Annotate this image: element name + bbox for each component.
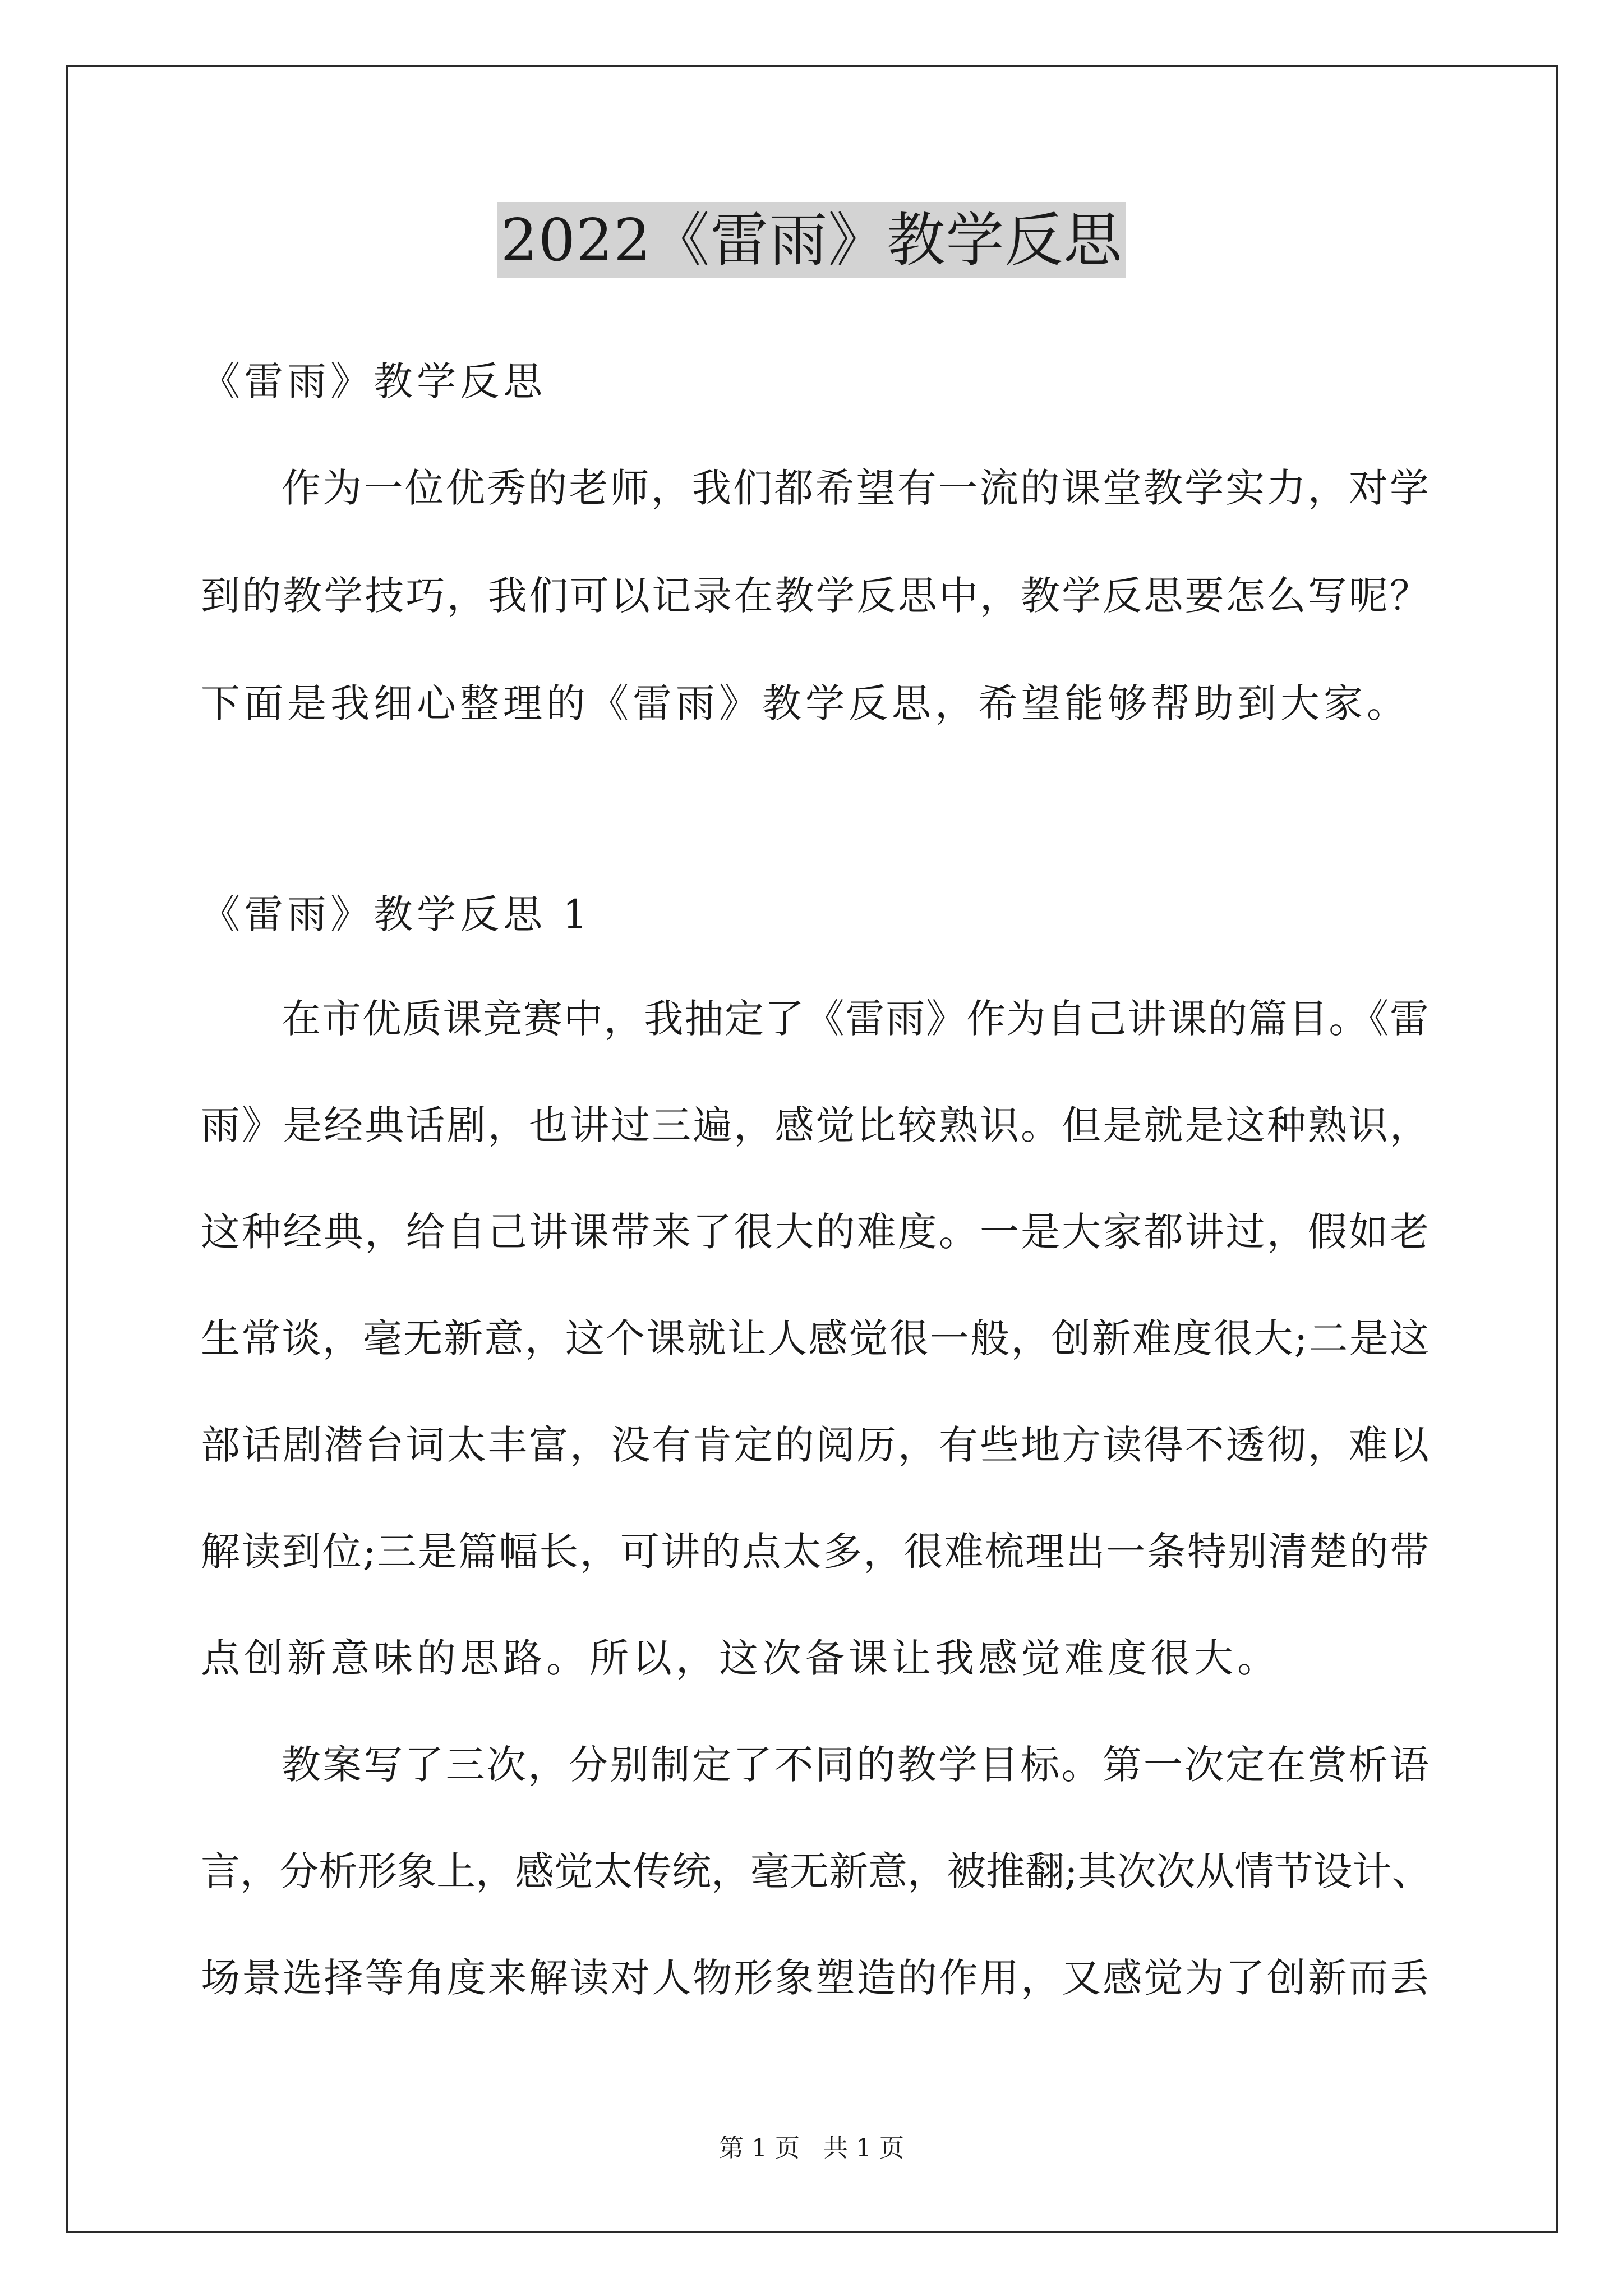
- document-title: 2022《雷雨》教学反思: [497, 202, 1126, 278]
- title-container: [0, 202, 1623, 278]
- paragraph-line: 雨》是经典话剧，也讲过三遍，感觉比较熟识。但是就是这种熟识，: [201, 1102, 1429, 1148]
- paragraph-line: 言，分析形象上，感觉太传统，毫无新意，被推翻;其次次从情节设计、: [201, 1848, 1431, 1894]
- paragraph-line: 教案写了三次，分别制定了不同的教学目标。第一次定在赏析语: [282, 1742, 1429, 1788]
- page-total: 共 1 页: [823, 2134, 904, 2162]
- subtitle-line: 《雷雨》教学反思: [201, 358, 546, 404]
- page-footer: [0, 2132, 1623, 2165]
- paragraph-line: 解读到位;三是篇幅长，可讲的点太多，很难梳理出一条特别清楚的带: [201, 1529, 1429, 1575]
- paragraph-line: 作为一位优秀的老师，我们都希望有一流的课堂教学实力，对学: [282, 465, 1429, 511]
- paragraph-line: 下面是我细心整理的《雷雨》教学反思，希望能够帮助到大家。: [201, 680, 1410, 726]
- paragraph-line: 点创新意味的思路。所以，这次备课让我感觉难度很大。: [201, 1635, 1280, 1681]
- paragraph-line: 部话剧潜台词太丰富，没有肯定的阅历，有些地方读得不透彻，难以: [201, 1422, 1429, 1468]
- section-heading: 《雷雨》教学反思 1: [201, 891, 592, 937]
- page-number: 第 1 页: [719, 2134, 800, 2162]
- paragraph-line: 这种经典，给自己讲课带来了很大的难度。一是大家都讲过，假如老: [201, 1209, 1429, 1255]
- paragraph-line: 在市优质课竞赛中，我抽定了《雷雨》作为自己讲课的篇目。《雷: [282, 996, 1429, 1042]
- paragraph-line: 生常谈，毫无新意，这个课就让人感觉很一般，创新难度很大;二是这: [201, 1315, 1429, 1361]
- paragraph-line: 场景选择等角度来解读对人物形象塑造的作用，又感觉为了创新而丢: [201, 1955, 1429, 2001]
- paragraph-line: 到的教学技巧，我们可以记录在教学反思中，教学反思要怎么写呢？: [201, 573, 1429, 619]
